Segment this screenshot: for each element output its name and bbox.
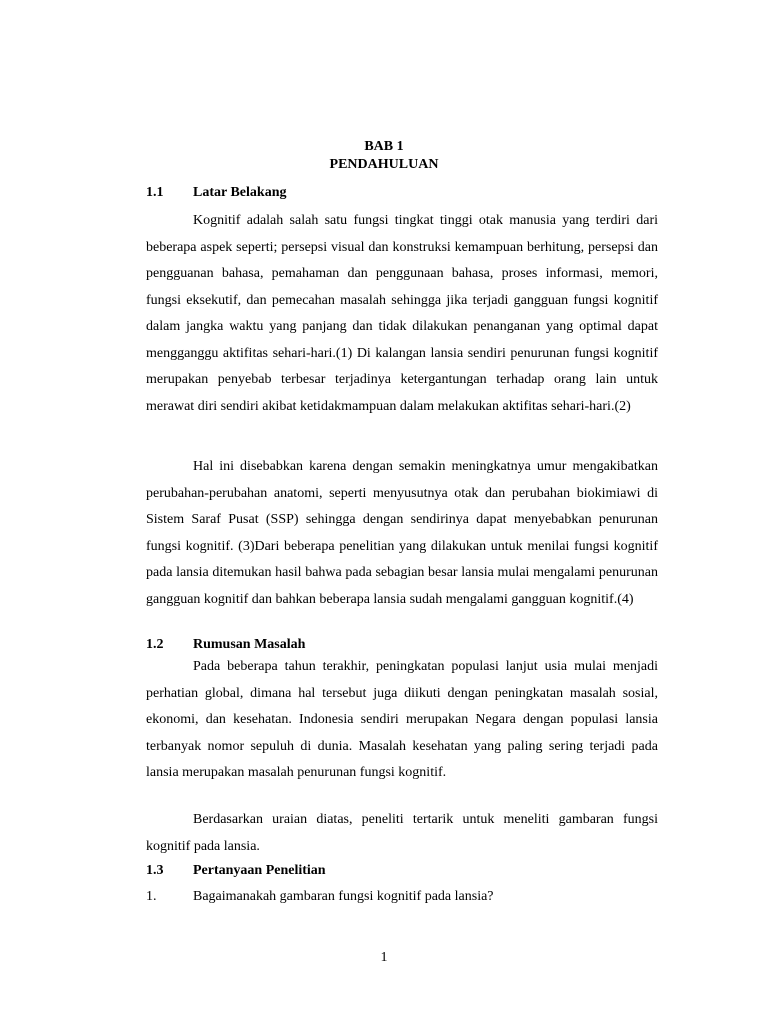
- section-heading-1-3: [146, 862, 326, 880]
- paragraph: Berdasarkan uraian diatas, peneliti tertarik untuk meneliti gambaran fungsi kognitif pada lansia.: [146, 812, 658, 854]
- list-item-number: 1.: [146, 889, 157, 904]
- list-item-text: Bagaimanakah gambaran fungsi kognitif pada lansia?: [193, 889, 494, 904]
- section-number: 1.2: [146, 637, 164, 652]
- section-title: Rumusan Masalah: [193, 637, 306, 652]
- chapter-title: PENDAHULUAN: [329, 157, 439, 172]
- paragraph: Pada beberapa tahun terakhir, peningkatan populasi lanjut usia mulai menjadi perhatian global, dimana hal tersebut juga diikuti dengan peningkatan masalah sosial, ekonomi, dan kesehatan. Indonesia sendiri merupakan Negara dengan populasi lansia terbanyak nomor sepuluh di dunia. Masalah kesehatan yang paling sering terjadi pada lansia merupakan masalah penurunan fungsi kognitif.: [146, 659, 658, 780]
- section-number: 1.3: [146, 863, 164, 878]
- chapter-label: BAB 1: [364, 139, 404, 154]
- section-heading-1-1: [146, 184, 286, 202]
- paragraph: Kognitif adalah salah satu fungsi tingkat tinggi otak manusia yang terdiri dari beberapa aspek seperti; persepsi visual dan konstruksi kemampuan berhitung, persepsi dan pengguanan bahasa, pemahaman dan penggunaan bahasa, proses informasi, memori, fungsi eksekutif, dan pemecahan masalah sehingga jika terjadi gangguan fungsi kognitif dalam jangka waktu yang panjang dan tidak dilakukan penanganan yang optimal dapat mengganggu aktifitas sehari-hari.(1) Di kalangan lansia sendiri penurunan fungsi kognitif merupakan penyebab terbesar terjadinya ketergantungan terhadap orang lain untuk merawat diri sendiri akibat ketidakmampuan dalam melakukan aktifitas sehari-hari.(2): [146, 213, 658, 414]
- paragraph: Hal ini disebabkan karena dengan semakin meningkatnya umur mengakibatkan perubahan-perubahan anatomi, seperti menyusutnya otak dan perubahan biokimiawi di Sistem Saraf Pusat (SSP) sehingga dengan sendirinya dapat menyebabkan penurunan fungsi kognitif. (3)Dari beberapa penelitian yang dilakukan untuk menilai fungsi kognitif pada lansia ditemukan hasil bahwa pada sebagian besar lansia mulai mengalami penurunan gangguan kognitif dan bahkan beberapa lansia sudah mengalami gangguan kognitif.(4): [146, 459, 658, 607]
- section-number: 1.1: [146, 185, 164, 200]
- section-title: Latar Belakang: [193, 185, 287, 200]
- list-item: [146, 888, 494, 906]
- section-heading-1-2: [146, 636, 305, 654]
- section-title: Pertanyaan Penelitian: [193, 863, 326, 878]
- page-number: 1: [380, 950, 388, 965]
